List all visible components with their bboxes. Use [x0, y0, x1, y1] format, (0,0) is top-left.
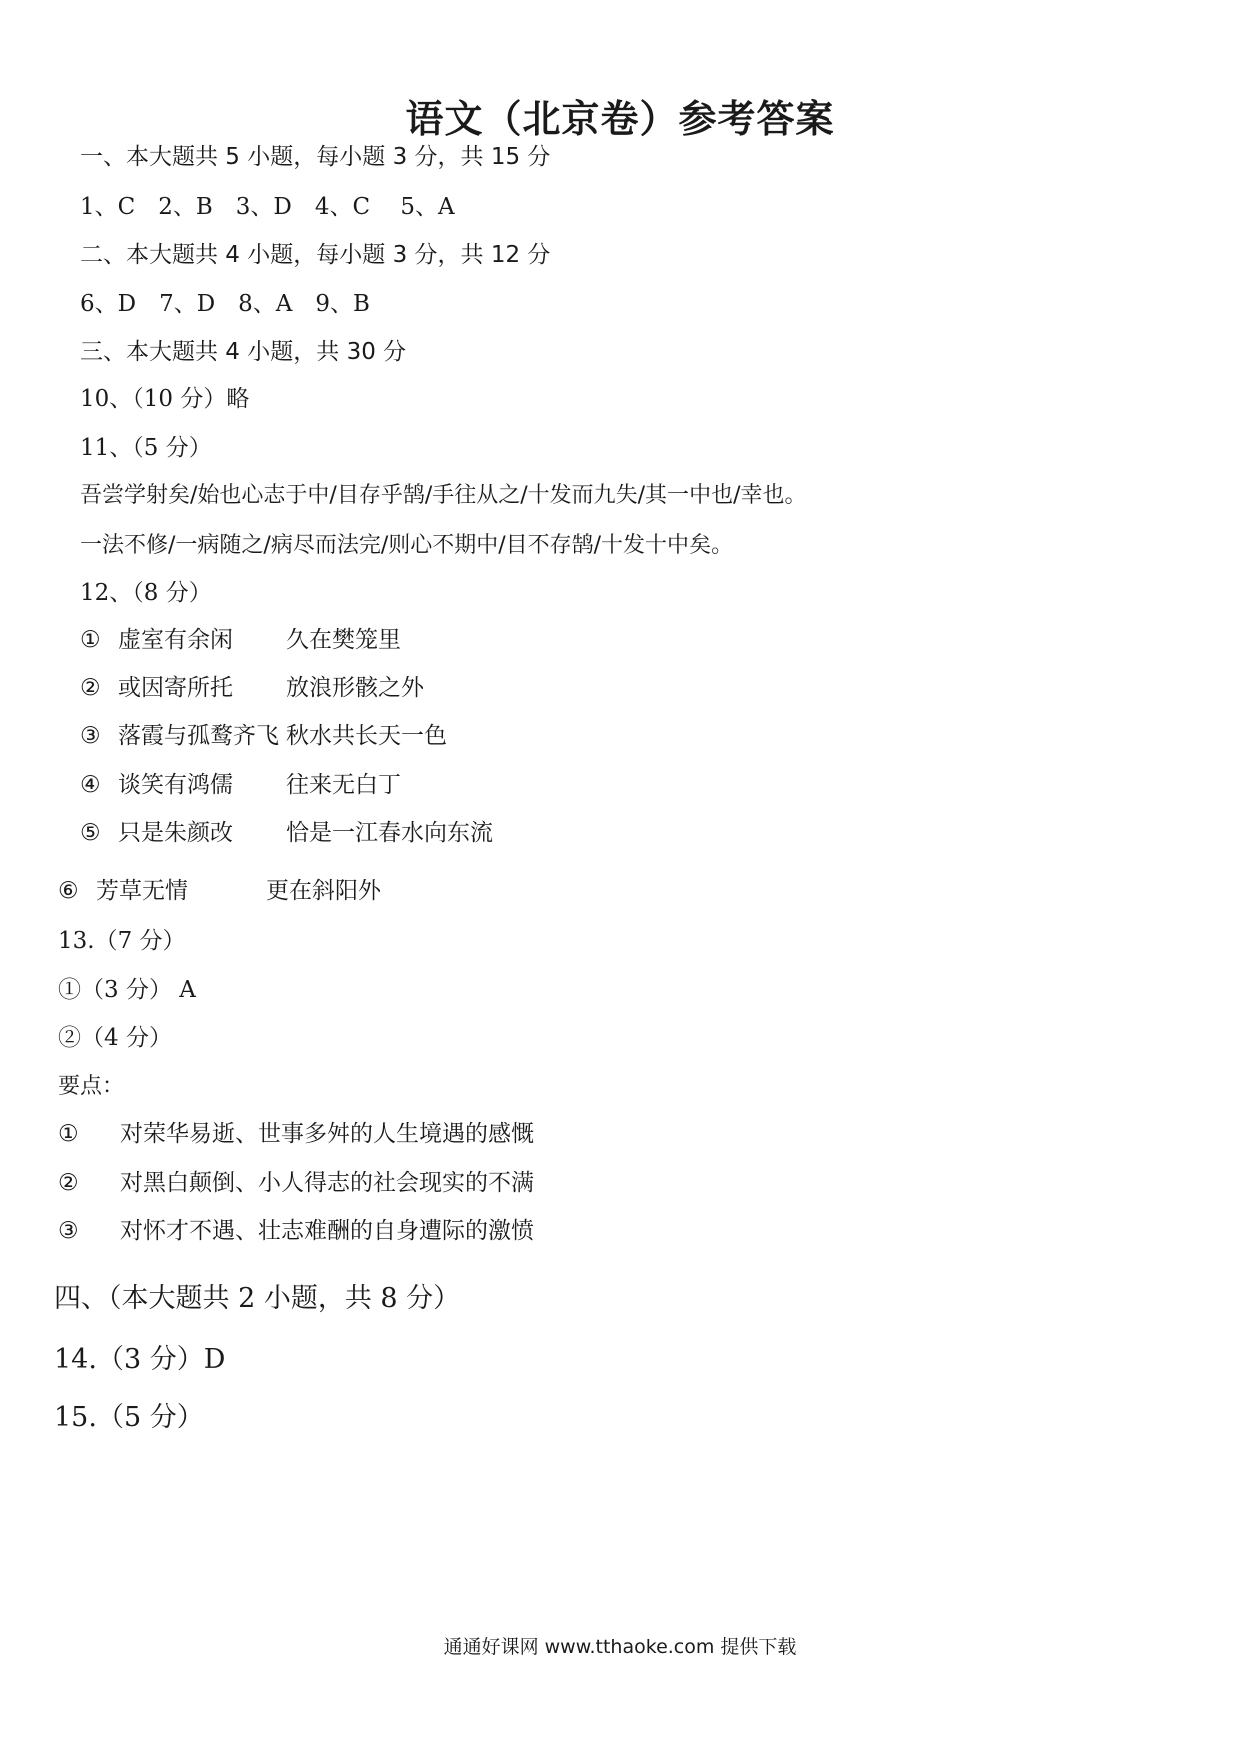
point-text: 对怀才不遇、壮志难酬的自身遭际的激愤: [120, 1218, 534, 1244]
question-13-sub-2: ②（4 分）: [58, 1025, 172, 1051]
section-3-heading: 三、本大题共 4 小题，共 30 分: [80, 339, 407, 365]
poem-first-half: 芳草无情: [96, 878, 188, 904]
poem-first-half: 或因寄所托: [118, 675, 233, 701]
poem-line: [80, 625, 233, 655]
page-title: 语文（北京卷）参考答案: [405, 97, 835, 141]
question-13-label: 13.（7 分）: [58, 928, 186, 954]
poem-second-half: 久在樊笼里: [286, 627, 401, 653]
poem-line: [80, 721, 279, 751]
poem-second-half: 秋水共长天一色: [286, 723, 447, 749]
item-number: ①: [80, 627, 101, 653]
item-number: ④: [80, 772, 101, 798]
point-number: ①: [58, 1121, 79, 1147]
point-text: 对荣华易逝、世事多舛的人生境遇的感慨: [120, 1121, 534, 1147]
poem-second-half: 放浪形骸之外: [286, 675, 424, 701]
point-number: ③: [58, 1218, 79, 1244]
poem-first-half: 落霞与孤鹜齐飞: [118, 723, 279, 749]
question-11-line-2: 一法不修/一病随之/病尽而法完/则心不期中/目不存鹄/十发十中矣。: [80, 533, 734, 558]
question-13-sub-1: ①（3 分） A: [58, 977, 196, 1003]
question-15: 15.（5 分）: [54, 1402, 204, 1433]
section-2-answers: 6、D 7、D 8、A 9、B: [80, 291, 370, 317]
footer-credit: 通通好课网 www.tthaoke.com 提供下载: [443, 1636, 797, 1658]
section-4-heading: 四、（本大题共 2 小题，共 8 分）: [54, 1283, 461, 1314]
question-12-label: 12、（8 分）: [80, 580, 212, 606]
poem-second-half: 往来无白丁: [286, 772, 401, 798]
item-number: ②: [80, 675, 101, 701]
section-1-answers: 1、C 2、B 3、D 4、C 5、A: [80, 194, 455, 220]
poem-line: [80, 673, 233, 703]
question-11-line-1: 吾尝学射矣/始也心志于中/目存乎鹄/手往从之/十发而九失/其一中也/幸也。: [80, 483, 807, 508]
poem-second-half: 恰是一江春水向东流: [286, 820, 493, 846]
poem-line: [58, 876, 188, 906]
poem-line: [80, 818, 233, 848]
poem-first-half: 只是朱颜改: [118, 820, 233, 846]
poem-line: [80, 770, 233, 800]
section-1-heading: 一、本大题共 5 小题，每小题 3 分，共 15 分: [80, 144, 551, 170]
item-number: ③: [80, 723, 101, 749]
item-number: ⑤: [80, 820, 101, 846]
item-number: ⑥: [58, 878, 79, 904]
question-11-label: 11、（5 分）: [80, 435, 212, 461]
poem-first-half: 谈笑有鸿儒: [118, 772, 233, 798]
point-number: ②: [58, 1170, 79, 1196]
poem-first-half: 虚室有余闲: [118, 627, 233, 653]
poem-second-half: 更在斜阳外: [266, 878, 381, 904]
question-10: 10、（10 分）略: [80, 386, 250, 412]
question-14: 14.（3 分）D: [54, 1344, 226, 1375]
section-2-heading: 二、本大题共 4 小题，每小题 3 分，共 12 分: [80, 242, 551, 268]
point-text: 对黑白颠倒、小人得志的社会现实的不满: [120, 1170, 534, 1196]
points-label: 要点：: [58, 1074, 125, 1099]
